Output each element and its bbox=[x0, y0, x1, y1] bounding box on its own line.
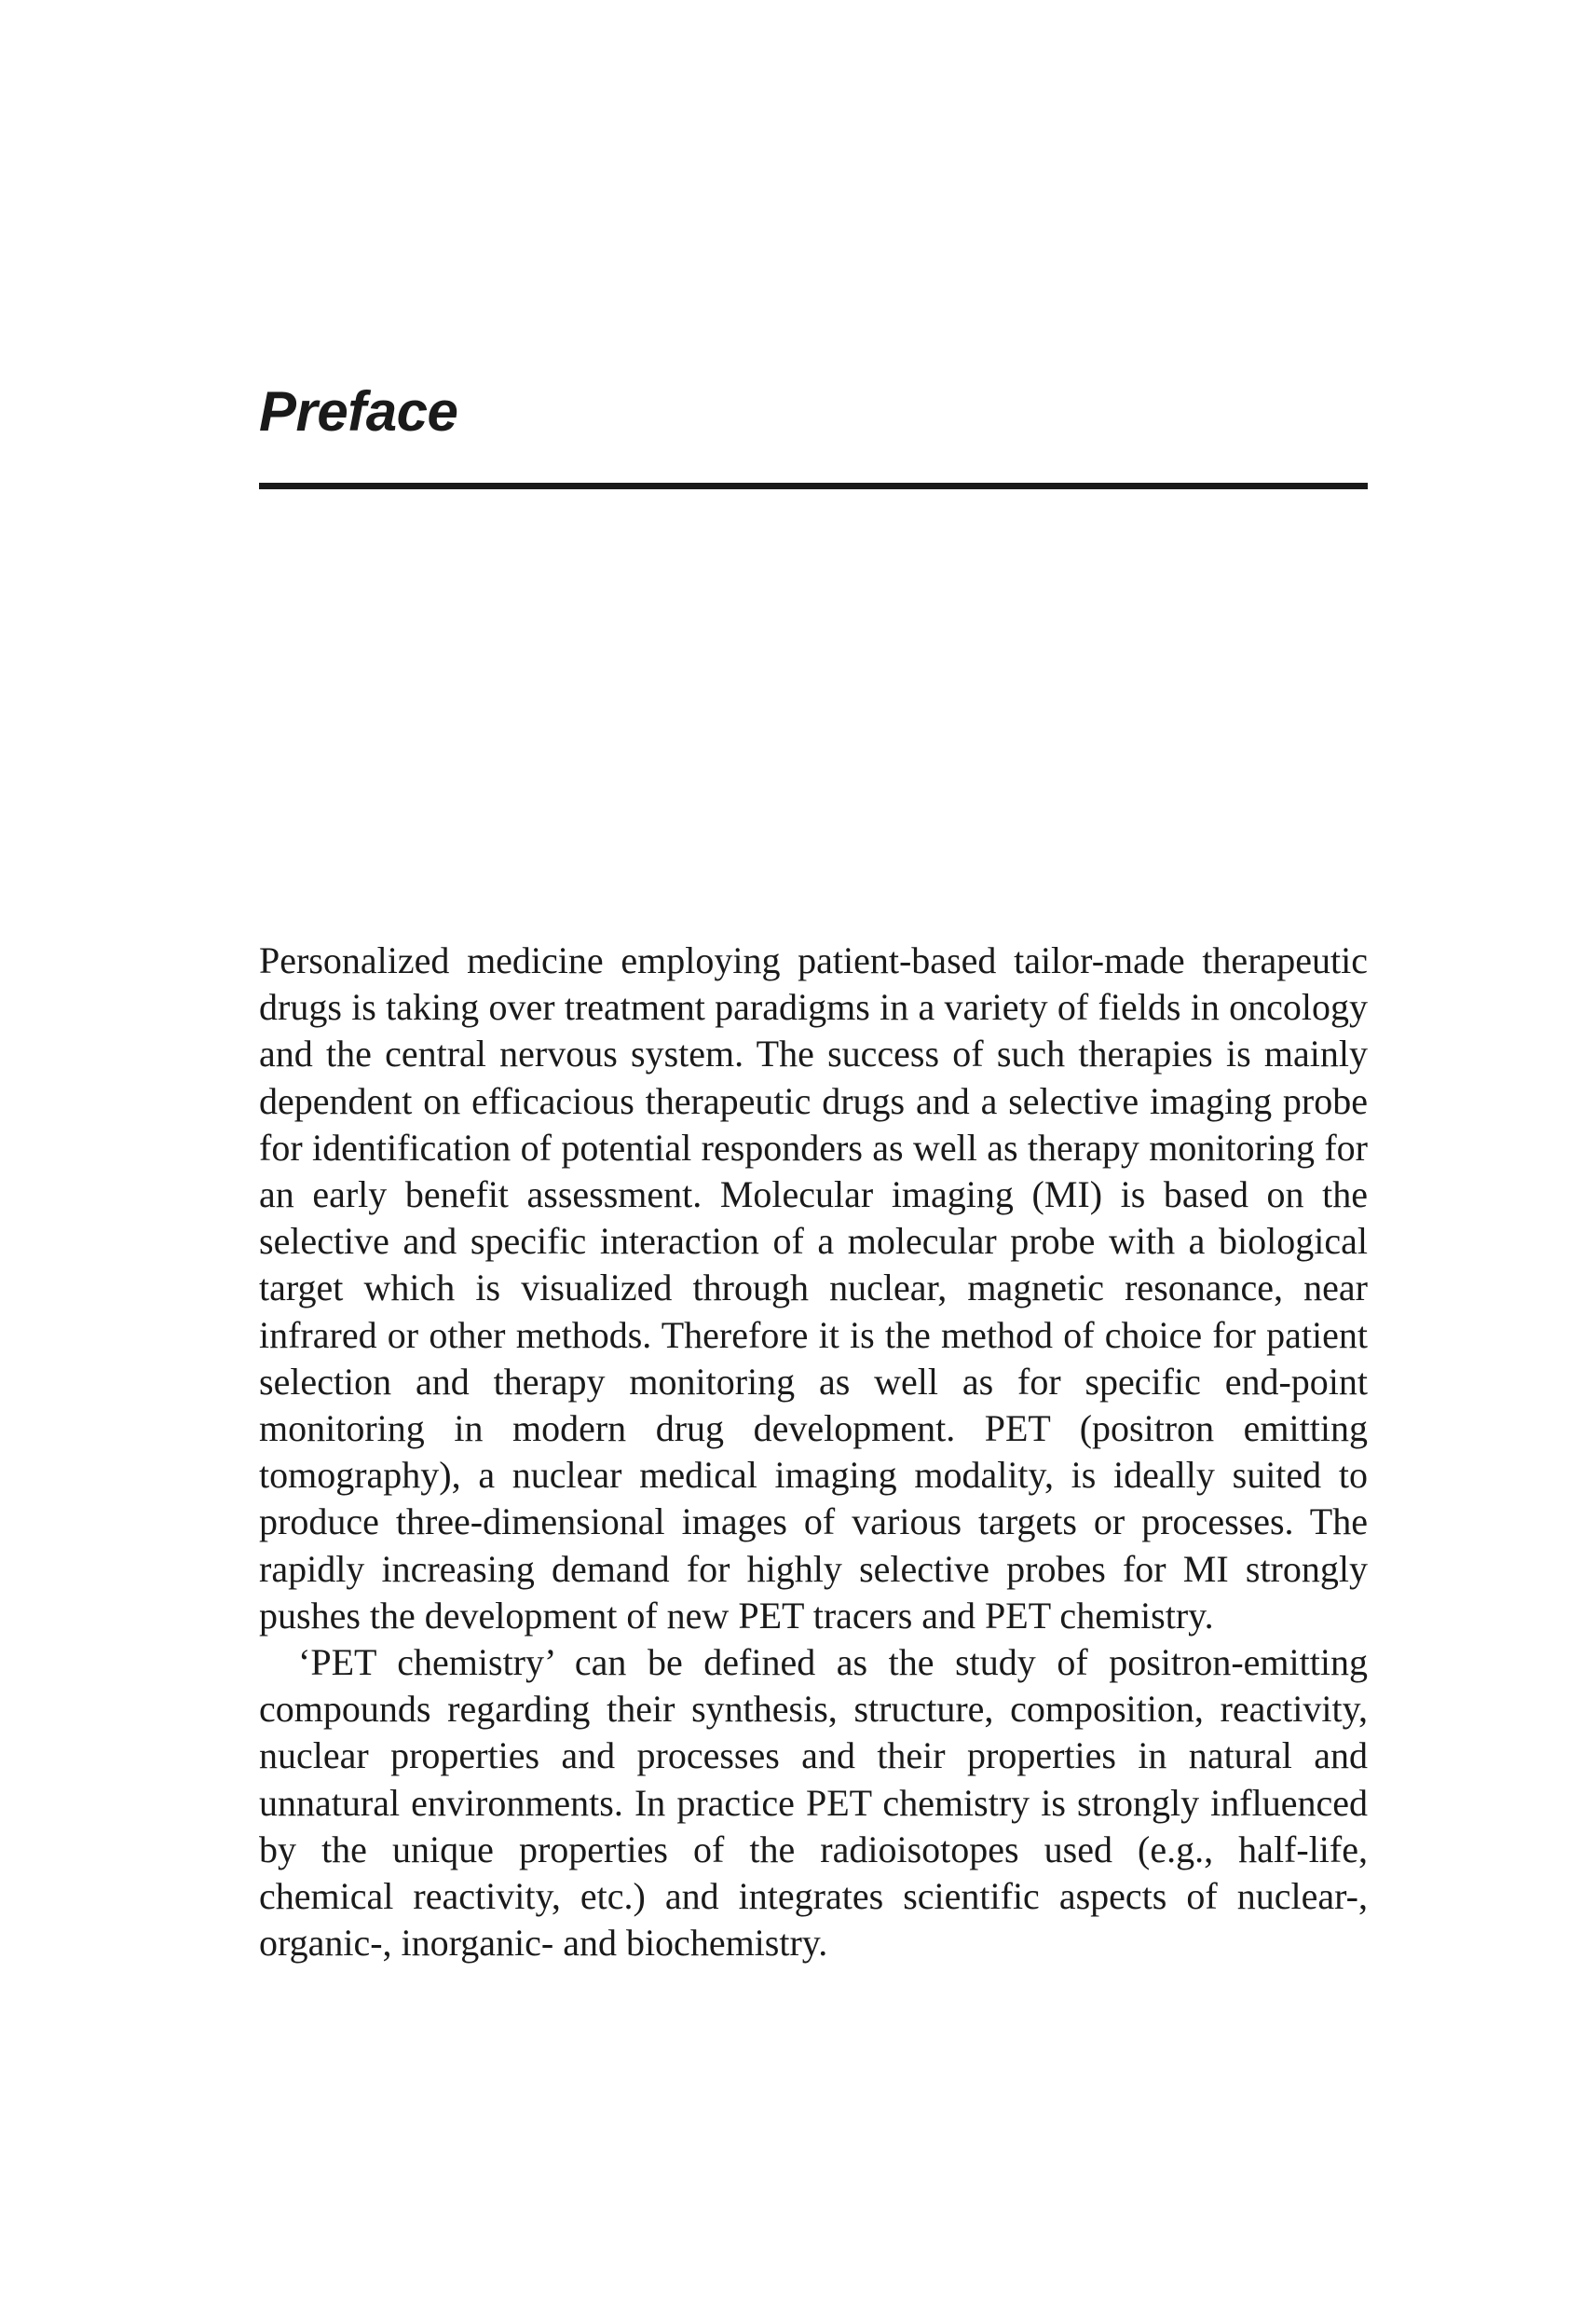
heading-rule bbox=[259, 483, 1368, 489]
paragraph-2: ‘PET chemistry’ can be defined as the study of positron-emitting compounds regarding their synthesis, structure, composition, reactivity, nuclear properties and processes and their properties in natural and unnatural environments. In practice PET chemistry is strongly influenced by the unique properties of the radioisotopes used (e.g., half-life, chemical reactivity, etc.) and integrates scientific aspects of nuclear-, organic-, inorganic- and biochemistry. bbox=[259, 1641, 1368, 1965]
page-heading: Preface bbox=[259, 380, 458, 443]
paragraph-1: Personalized medicine employing patient-based tailor-made therapeutic drugs is taking over treatment paradigms in a variety of fields in oncology and the central nervous system. The success of such therapies is mainly dependent on efficacious therapeutic drugs and a selective imaging probe for identification of potential responders as well as therapy monitoring for an early benefit assessment. Molecular imaging (MI) is based on the selective and specific interaction of a molecular probe with a biological target which is visualized through nuclear, magnetic resonance, near infrared or other methods. Therefore it is the method of choice for patient selection and therapy monitoring as well as for specific end-point monitoring in modern drug development. PET (positron emitting tomography), a nuclear medical imaging modality, is ideally suited to produce three-dimensional images of various targets or processes. The rapidly increasing demand for highly selective probes for MI strongly pushes the development of new PET tracers and PET chemistry. bbox=[259, 939, 1368, 1637]
body-text bbox=[259, 938, 1368, 1966]
